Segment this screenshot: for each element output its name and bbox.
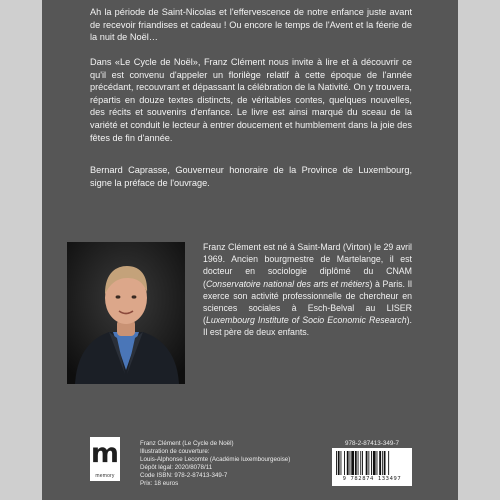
barcode-bar xyxy=(368,451,369,475)
barcode-bar xyxy=(384,451,386,475)
barcode-bar xyxy=(379,451,381,475)
publisher-logo xyxy=(90,437,120,481)
barcode-bar xyxy=(371,451,372,475)
barcode-bar xyxy=(382,451,383,475)
barcode-digits: 9 782874 133497 xyxy=(332,476,412,482)
imprint-line: Louis-Alphonse Lecomte (Académie luxembourgeoise) xyxy=(140,455,291,463)
publisher-logo-word: memory xyxy=(95,473,115,479)
barcode-bar xyxy=(338,451,340,475)
barcode-bar xyxy=(355,451,357,475)
publisher-logo-letter: m xyxy=(90,438,120,469)
barcode-bar xyxy=(344,451,345,475)
barcode-bar xyxy=(358,451,359,475)
imprint-line: Illustration de couverture: xyxy=(140,447,210,455)
barcode-bar xyxy=(341,451,342,475)
author-bio: Franz Clément est né à Saint-Mard (Virton) le 29 avril 1969. Ancien bourgmestre de Martelange, il est docteur en sociologie diplômé du CNAM (Conservatoire national des arts et métiers) à Paris. Il exerce son activité professionnelle de chercheur en sciences sociales à Esch-Belval au LISER (Luxembourg Institute of Socio Economic Research). Il est père de deux enfants. xyxy=(203,242,412,338)
barcode-bars xyxy=(332,448,412,476)
barcode-bar xyxy=(377,451,378,475)
author-photo xyxy=(67,242,185,384)
author-portrait-image xyxy=(67,242,185,384)
blurb-paragraph-3: Bernard Caprasse, Gouverneur honoraire de la Province de Luxembourg, signe la préface de l'ouvrage. xyxy=(90,165,412,188)
imprint-line: Franz Clément (Le Cycle de Noël) xyxy=(140,440,234,447)
barcode-bar xyxy=(373,451,376,475)
barcode-bar xyxy=(362,451,363,475)
barcode-bar xyxy=(388,451,389,475)
imprint-line: Code ISBN: 978-2-87413-349-7 xyxy=(140,471,228,479)
blurb-paragraph-1: Ah la période de Saint-Nicolas et l'effervescence de notre enfance juste avant de recevoir friandises et cadeau ! Ou encore le temps de l'Avent et la féerie de la nuit de Noël… xyxy=(90,7,412,43)
barcode-bar xyxy=(347,451,349,475)
isbn-label: 978-2-87413-349-7 xyxy=(345,440,399,447)
imprint-block xyxy=(140,440,330,487)
barcode-bar xyxy=(360,451,361,475)
barcode-bar xyxy=(366,451,368,475)
imprint-line: Dépôt légal: 2020/8078/11 xyxy=(140,463,213,471)
barcode-bar xyxy=(336,451,337,475)
imprint-line: Prix: 18 euros xyxy=(140,479,179,487)
blurb-paragraph-2: Dans «Le Cycle de Noël», Franz Clément nous invite à lire et à découvrir ce qu'il est convenu d'appeler un florilège relatif à cette époque de l'année précédant, recouvrant et dépassant la célébration de la Nativité. On y trouvera, répartis en douze textes distincts, de véritables contes, quelques nouvelles, des récits et souvenirs d'enfance. Le livre est ainsi marqué du sceau de la variété et conduit le lecteur à entrer doucement et humblement dans la joie des fêtes de fin d'année. xyxy=(90,57,412,143)
barcode-bar xyxy=(350,451,351,475)
barcode-bar xyxy=(351,451,354,475)
